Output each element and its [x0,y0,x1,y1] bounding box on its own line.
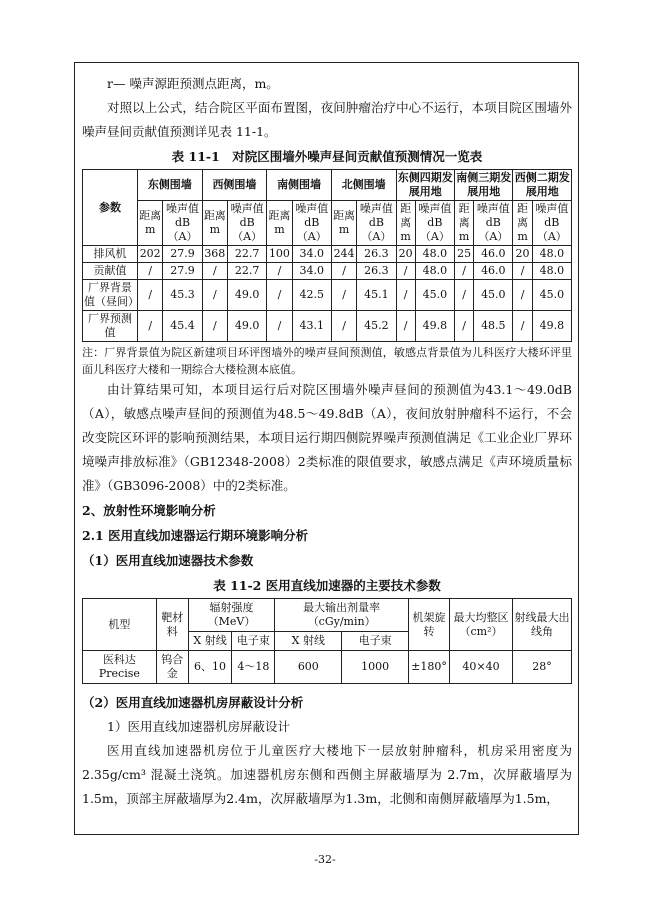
table-cell: 45.3 [163,280,202,311]
distance-subheader: 距离m [396,201,415,246]
table-cell: 46.0 [474,246,513,263]
table-cell: 43.1 [292,311,331,342]
table-cell: 45.1 [357,280,396,311]
table-cell: / [331,311,356,342]
table-cell: / [202,263,227,280]
table-cell: / [267,280,292,311]
formula-variable-note: r— 噪声源距预测点距离，m。 [107,76,279,91]
table-cell: / [454,280,473,311]
paragraph-3: 医用直线加速器机房位于儿童医疗大楼地下一层放射肿瘤科，机房采用密度为2.35g/cm³ 混凝土浇筑。加速器机房东侧和西侧主屏蔽墙厚为 2.7m，次屏蔽墙厚为1.5m，顶部主屏蔽墙厚为2.4m，次屏蔽墙厚为1.3m，北侧和南侧屏蔽墙厚为1.5m， [82,743,572,806]
param-header: 参数 [83,170,138,246]
table-row [83,311,572,342]
table-cell: / [454,311,473,342]
table-cell: 45.0 [532,280,571,311]
rad-x-cell: 6、10 [188,651,232,684]
table-cell: 202 [138,246,163,263]
table-cell: / [331,280,356,311]
noise-subheader: 噪声值 dB（A） [163,201,202,246]
table-row [83,280,572,311]
table-1-note: 注：厂界背景值为院区新建项目环评图墙外的噪声昼间预测值，敏感点背景值为儿科医疗大楼环评里面儿科医疗大楼和一期综合大楼检测本底值。 [82,346,572,376]
table-1-title: 表 11-1 对院区围墙外噪声昼间贡献值预测情况一览表 [171,149,483,164]
angle-cell: 28° [513,651,572,684]
xray-subheader: X 射线 [188,632,232,651]
table-cell: / [267,263,292,280]
table-cell: 45.2 [357,311,396,342]
field-cell: 40×40 [450,651,513,684]
table-cell: / [267,311,292,342]
table-cell: / [202,280,227,311]
row-label: 厂界背景值（昼间） [83,280,138,311]
table-2-title: 表 11-2 医用直线加速器的主要技术参数 [213,578,441,593]
group-header: 西侧二期发展用地 [513,170,572,201]
dose-e-cell: 1000 [342,651,409,684]
angle-header: 射线最大出线角 [513,599,572,651]
table-cell: / [396,263,415,280]
table-cell: 22.7 [228,263,267,280]
distance-subheader: 距离m [267,201,292,246]
table-cell: 25 [454,246,473,263]
table-1 [82,169,572,342]
distance-subheader: 距离m [138,201,163,246]
electron-subheader: 电子束 [342,632,409,651]
heading-shielding-design: 1）医用直线加速器机房屏蔽设计 [107,719,290,734]
table-cell: / [513,311,532,342]
row-label: 厂界预测值 [83,311,138,342]
noise-subheader: 噪声值 dB（A） [357,201,396,246]
group-header: 西侧围墙 [202,170,267,201]
table-2 [82,598,572,684]
table-cell: 49.8 [415,311,454,342]
table-cell: 26.3 [357,246,396,263]
table-cell: / [331,263,356,280]
table-cell: 20 [396,246,415,263]
field-header: 最大均整区（cm²） [450,599,513,651]
group-header: 东侧围墙 [138,170,203,201]
radiation-header: 辐射强度（MeV） [188,599,275,632]
table-cell: 49.0 [228,280,267,311]
paragraph-2: 由计算结果可知，本项目运行后对院区围墙外噪声昼间的预测值为43.1～49.0dB（A），敏感点噪声昼间的预测值为48.5～49.8dB（A），夜间放射肿瘤科不运行，不会改变院区环评的影响预测结果，本项目运行期四侧院界噪声预测值满足《工业企业厂界环境噪声排放标准》（GB12348-2008）2类标准的限值要求，敏感点满足《声环境质量标准》（GB3096-2008）中的2类标准。 [82,382,572,493]
group-header: 南侧围墙 [267,170,332,201]
table-cell: / [202,311,227,342]
table-row [83,263,572,280]
noise-subheader: 噪声值 dB（A） [415,201,454,246]
table-cell: / [138,311,163,342]
table-cell: 48.5 [474,311,513,342]
noise-subheader: 噪声值 dB（A） [532,201,571,246]
distance-subheader: 距离m [331,201,356,246]
table-cell: 49.8 [532,311,571,342]
paragraph-1: 对照以上公式，结合院区平面布置图，夜间肿瘤治疗中心不运行，本项目院区围墙外噪声昼间贡献值预测详见表 11-1。 [82,100,572,139]
table-cell: 368 [202,246,227,263]
page-content [82,72,572,811]
heading-linac-operation: 2.1 医用直线加速器运行期环境影响分析 [82,528,309,543]
model-header: 机型 [83,599,157,651]
table-cell: / [396,311,415,342]
table-cell: / [513,280,532,311]
dose-header: 最大输出剂量率（cGy/min） [275,599,409,632]
table-cell: / [513,263,532,280]
target-cell: 钨合金 [156,651,188,684]
table-cell: 20 [513,246,532,263]
distance-subheader: 距离m [202,201,227,246]
table-cell: 34.0 [292,246,331,263]
table-cell: 45.0 [415,280,454,311]
rad-e-cell: 4～18 [232,651,275,684]
heading-linac-params: （1）医用直线加速器技术参数 [82,553,254,568]
row-label: 贡献值 [83,263,138,280]
group-header: 北侧围墙 [331,170,396,201]
gantry-header: 机架旋转 [409,599,450,651]
distance-subheader: 距离m [454,201,473,246]
group-header: 南侧三期发展用地 [454,170,512,201]
table-cell: 45.0 [474,280,513,311]
table-cell: / [138,280,163,311]
table-cell: 27.9 [163,263,202,280]
group-header: 东侧四期发展用地 [396,170,454,201]
table-cell: 48.0 [415,246,454,263]
row-label: 排风机 [83,246,138,263]
table-cell: 244 [331,246,356,263]
table-cell: / [454,263,473,280]
noise-subheader: 噪声值 dB（A） [292,201,331,246]
table-cell: 27.9 [163,246,202,263]
table-cell: 45.4 [163,311,202,342]
heading-shielding-analysis: （2）医用直线加速器机房屏蔽设计分析 [82,695,304,710]
xray-subheader: X 射线 [275,632,342,651]
dose-x-cell: 600 [275,651,342,684]
table-cell: 48.0 [532,263,571,280]
table-cell: 49.0 [228,311,267,342]
noise-subheader: 噪声值 dB（A） [474,201,513,246]
page-number: -32- [314,853,336,866]
noise-subheader: 噪声值 dB（A） [228,201,267,246]
table-cell: / [396,280,415,311]
table-cell: 34.0 [292,263,331,280]
model-cell: 医科达 Precise [83,651,157,684]
table-cell: 48.0 [532,246,571,263]
heading-radiation: 2、放射性环境影响分析 [82,503,216,518]
target-header: 靶材料 [156,599,188,651]
electron-subheader: 电子束 [232,632,275,651]
table-cell: 100 [267,246,292,263]
table-cell: / [138,263,163,280]
table-cell: 26.3 [357,263,396,280]
table-cell: 46.0 [474,263,513,280]
table-cell: 48.0 [415,263,454,280]
gantry-cell: ±180° [409,651,450,684]
table-cell: 42.5 [292,280,331,311]
table-cell: 22.7 [228,246,267,263]
table-row [83,246,572,263]
distance-subheader: 距离m [513,201,532,246]
